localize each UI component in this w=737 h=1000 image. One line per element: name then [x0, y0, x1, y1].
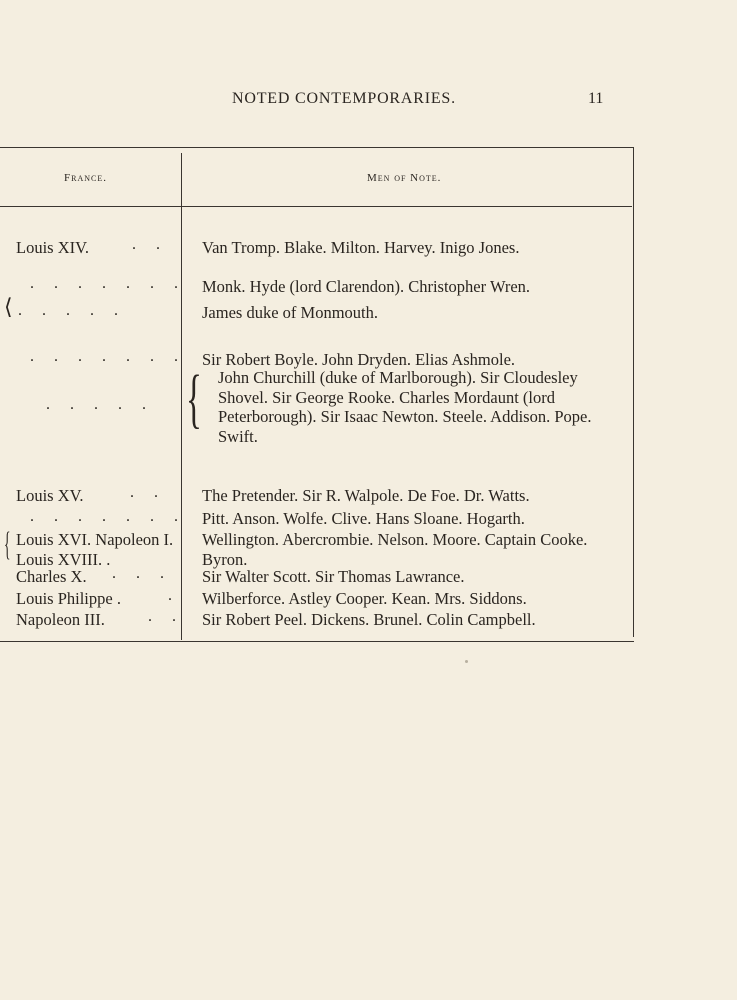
leader-dots: . . . . . [46, 396, 154, 413]
header-bottom-rule [0, 206, 632, 207]
ruler-name: Louis XIV. [16, 238, 90, 257]
men-of-note-row: Van Tromp. Blake. Milton. Harvey. Inigo Jones. [202, 238, 520, 257]
men-of-note-row: Sir Robert Boyle. John Dryden. Elias Ashmole. [202, 350, 516, 369]
paper-speck [465, 660, 468, 663]
brace-icon: { [4, 526, 11, 563]
ruler-louis-philippe [16, 589, 178, 609]
column-header-france: France. [64, 172, 107, 184]
men-of-note-row: Pitt. Anson. Wolfe. Clive. Hans Sloane. Hogarth. [202, 509, 525, 528]
ruler-name: Louis XVI. Napoleon I. Louis XVIII. [16, 530, 174, 569]
column-header-men-of-note: Men of Note. [367, 172, 442, 184]
curly-brace-icon: { [186, 362, 202, 435]
men-of-note-row: Sir Walter Scott. Sir Thomas Lawrance. [202, 567, 465, 586]
brace-icon: ⟨ [4, 294, 13, 319]
page-number: 11 [588, 90, 604, 107]
column-divider [181, 153, 182, 640]
leader-dots: . . [130, 484, 166, 501]
table-bottom-rule [0, 641, 634, 642]
men-of-note-row: John Churchill (duke of Marlborough). Sir Cloudesley Shovel. Sir George Rooke. Charles Mordaunt (lord Peterborough). Sir Isaac Newton. Steele. Addison. Pope. Swift. [218, 368, 592, 446]
men-of-note-row: Wilberforce. Astley Cooper. Kean. Mrs. Siddons. [202, 589, 527, 608]
men-of-note-row: Sir Robert Peel. Dickens. Brunel. Colin Campbell. [202, 610, 536, 629]
men-of-note-row: Monk. Hyde (lord Clarendon). Christopher Wren. [202, 277, 531, 296]
ruler-name: Louis Philippe . [16, 589, 121, 608]
leader-dots: . . [132, 236, 168, 253]
men-of-note-row: The Pretender. Sir R. Walpole. De Foe. Dr. Watts. [202, 486, 530, 505]
table-right-rule [633, 147, 634, 637]
ruler-name: Napoleon III. [16, 610, 105, 629]
leader-dots: . . . . . . . [30, 348, 186, 365]
leader-dots: . . . . . . . [30, 275, 186, 292]
table-top-rule [0, 147, 634, 148]
men-of-note-row: Wellington. Abercrombie. Nelson. Moore. Captain Cooke. Byron. [202, 530, 588, 569]
leader-dots: . . . . . . . [30, 508, 186, 525]
leader-dots: . . [148, 608, 184, 625]
running-title: NOTED CONTEMPORARIES. [232, 90, 456, 107]
leader-dots: . . . [112, 565, 172, 582]
ruler-louis-xvi-napoleon-louis-xviii [16, 530, 180, 569]
leader-dots: . [106, 549, 111, 569]
leader-dots: . [168, 587, 180, 604]
ruler-name: Louis XV. [16, 486, 84, 505]
men-of-note-row: James duke of Monmouth. [202, 303, 378, 322]
ruler-name: Charles X. [16, 567, 87, 586]
leader-dots: . . . . . [18, 302, 126, 319]
running-head [0, 90, 737, 112]
